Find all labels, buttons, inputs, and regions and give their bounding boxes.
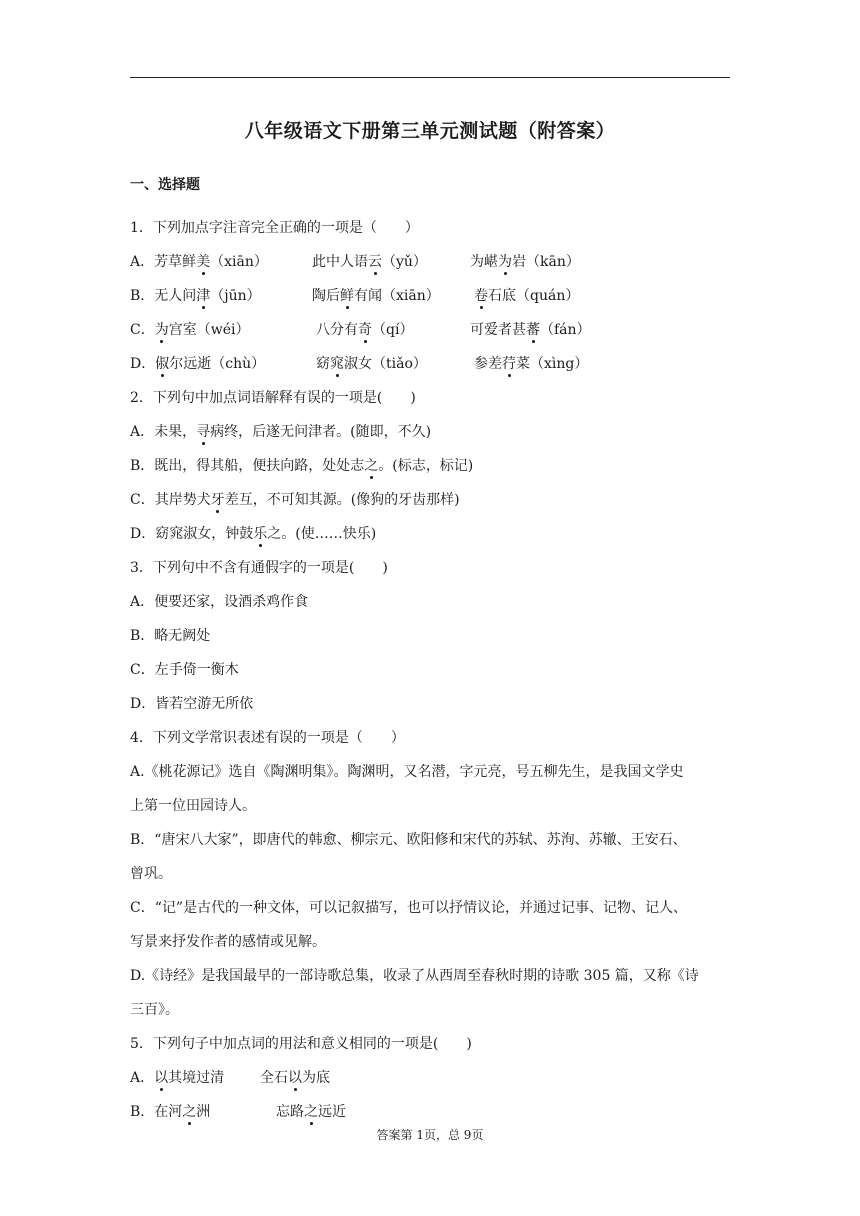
- section-heading: 一、选择题: [130, 177, 200, 193]
- text-segment: A．未果，寻病终，后遂无问津者。(随即，不久): [130, 424, 432, 440]
- text-segment: B．既出，得其船，便扶向路，处处志之。(标志，标记): [130, 458, 474, 474]
- emphasis-dot-char: 寻: [196, 424, 211, 440]
- emphasis-dot-char: 之: [364, 458, 379, 474]
- text-segment: 2．下列句中加点词语解释有误的一项是( ): [130, 390, 416, 406]
- text-segment: D．窈窕淑女，钟鼓乐之。(使……快乐): [130, 526, 377, 542]
- emphasis-dot-char: 为: [154, 322, 169, 338]
- text-segment: 参差荇菜（xìng）: [474, 356, 589, 372]
- text-segment: B．“唐宋八大家”，即唐代的韩愈、柳宗元、欧阳修和宋代的苏轼、苏洵、苏辙、王安石、: [130, 832, 687, 848]
- emphasis-dot-char: 窕: [330, 356, 344, 372]
- text-segment: 1．下列加点字注音完全正确的一项是（ ）: [130, 220, 419, 236]
- text-segment: A．以其境过清: [130, 1070, 225, 1086]
- text-segment: 可爱者甚蕃（fán）: [470, 322, 591, 338]
- text-segment: 此中人语云（yǔ）: [312, 254, 427, 270]
- emphasis-dot-char: 为: [498, 254, 512, 270]
- emphasis-dot-char: 之: [304, 1104, 318, 1120]
- text-segment: B．略无阙处: [130, 628, 211, 644]
- text-segment: 为嵁为岩（kān）: [470, 254, 580, 270]
- emphasis-dot-char: 云: [368, 254, 382, 270]
- emphasis-dot-char: 以: [288, 1070, 302, 1086]
- header-rule: [130, 77, 730, 78]
- emphasis-dot-char: 奇: [358, 322, 372, 338]
- text-segment: 4．下列文学常识表述有误的一项是（ ）: [130, 730, 405, 746]
- text-segment: A．便要还家，设酒杀鸡作食: [130, 594, 309, 610]
- text-segment: 曾巩。: [130, 866, 172, 882]
- text-segment: D.《诗经》是我国最早的一部诗歌总集，收录了从西周至春秋时期的诗歌 305 篇，又称《诗: [130, 968, 699, 984]
- emphasis-dot-char: 以: [154, 1070, 169, 1086]
- text-segment: 忘路之远近: [276, 1104, 346, 1120]
- emphasis-dot-char: 乐: [253, 526, 268, 542]
- emphasis-dot-char: 牙: [210, 492, 225, 508]
- page-title: 八年级语文下册第三单元测试题（附答案）: [244, 120, 616, 142]
- emphasis-dot-char: 卷: [474, 288, 488, 304]
- text-segment: D．皆若空游无所依: [130, 696, 254, 712]
- text-segment: 三百》。: [130, 1002, 179, 1018]
- emphasis-dot-char: 之: [182, 1104, 197, 1120]
- text-segment: 卷石底（quán）: [474, 288, 580, 304]
- text-segment: C．左手倚一衡木: [130, 662, 239, 678]
- text-segment: 窈窕淑女（tiǎo）: [316, 356, 427, 372]
- text-segment: B．在河之洲: [130, 1104, 211, 1120]
- emphasis-dot-char: 津: [196, 288, 211, 304]
- text-segment: B．无人问津（jūn）: [130, 288, 261, 304]
- text-segment: A.《桃花源记》选自《陶渊明集》。陶渊明，又名潜，字元亮，号五柳先生，是我国文学史: [130, 764, 684, 780]
- emphasis-dot-char: 蕃: [526, 322, 540, 338]
- text-segment: 写景来抒发作者的感情或见解。: [130, 934, 326, 950]
- text-segment: D．俶尔远逝（chù）: [130, 356, 266, 372]
- text-segment: 八分有奇（qí）: [316, 322, 414, 338]
- text-segment: A．芳草鲜美（xiān）: [130, 254, 268, 270]
- page-footer: 答案第 1页，总 9页: [376, 1128, 484, 1142]
- emphasis-dot-char: 美: [196, 254, 211, 270]
- text-segment: C．其岸势犬牙差互，不可知其源。(像狗的牙齿那样): [130, 492, 460, 508]
- text-segment: C．“记”是古代的一种文体，可以记叙描写，也可以抒情议论，并通过记事、记物、记人、: [130, 900, 688, 916]
- emphasis-dot-char: 俶: [155, 356, 170, 372]
- emphasis-dot-char: 荇: [502, 356, 516, 372]
- text-segment: 上第一位田园诗人。: [130, 798, 256, 814]
- text-segment: 陶后鲜有闻（xiān）: [312, 288, 440, 304]
- text-segment: 3．下列句中不含有通假字的一项是( ): [130, 560, 388, 576]
- text-segment: C．为宫室（wéi）: [130, 322, 250, 338]
- text-segment: 5．下列句子中加点词的用法和意义相同的一项是( ): [130, 1036, 472, 1052]
- text-segment: 全石以为底: [260, 1070, 330, 1086]
- emphasis-dot-char: 鲜: [340, 288, 354, 304]
